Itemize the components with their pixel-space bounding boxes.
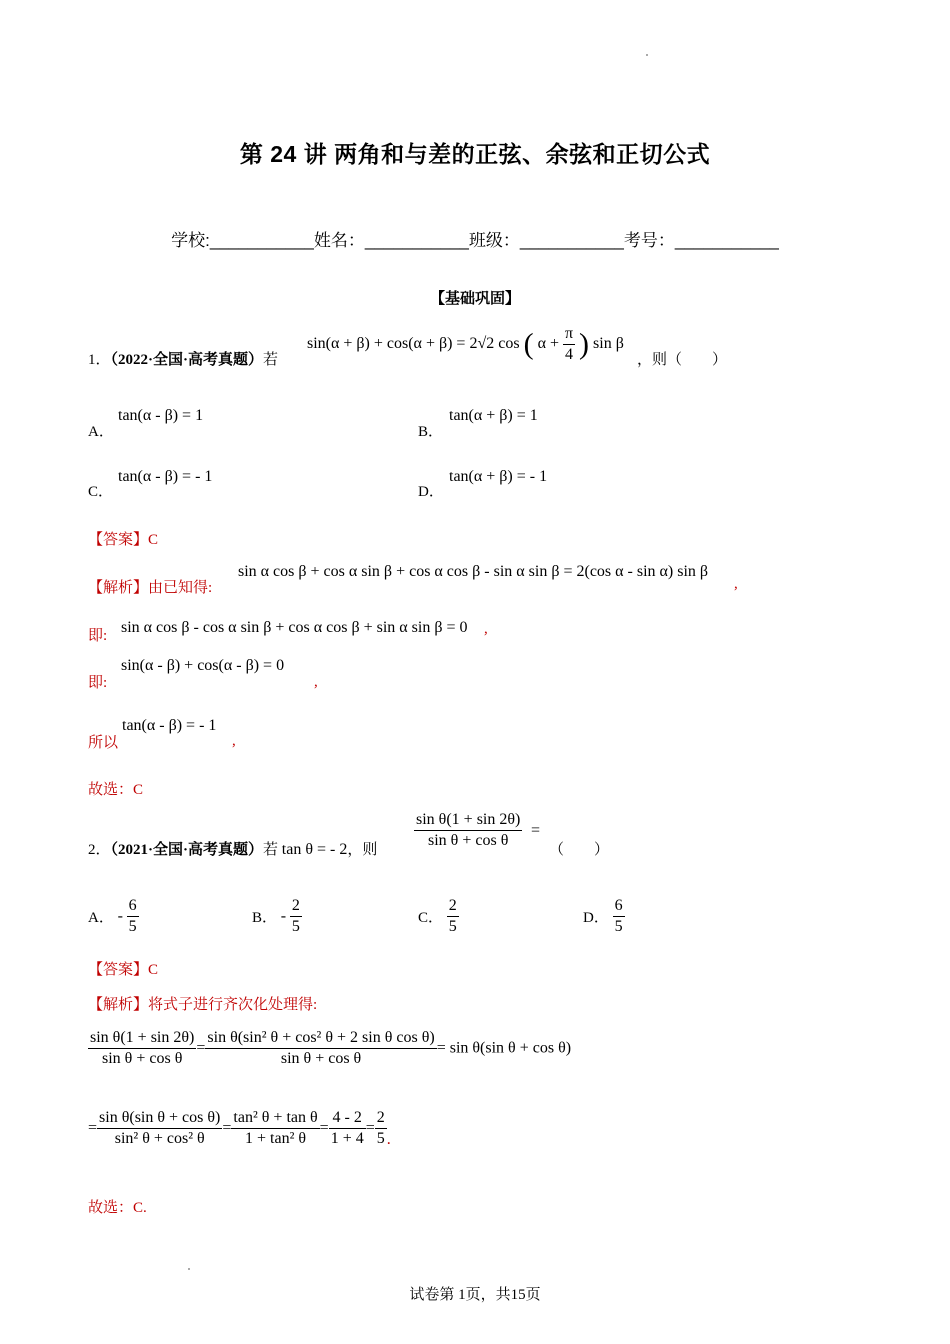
option-den: 5 [614,918,623,935]
deriv-num: sin θ(1 + sin 2θ) [88,1028,196,1049]
q1-step2-label: 即: [88,628,108,644]
q1-step4-eq: tan(α - β) = - 1 [122,717,217,734]
q1-frac-den: 4 [565,346,573,363]
deriv-den: sin θ + cos θ [102,1050,183,1067]
q1-analysis-label: 【解析】由已知得: [88,580,213,596]
q2-number: 2． [88,842,111,858]
q1-option-a [88,420,114,441]
deriv-num: sin θ(sin θ + cos θ) [97,1108,222,1129]
option-label: B． [418,424,444,440]
deriv-den: sin θ + cos θ [280,1050,362,1067]
option-label: A． [88,424,114,440]
option-label: A． [88,910,114,926]
option-den: 5 [291,918,300,935]
option-den: 5 [448,918,457,935]
q2-conclusion: 故选：C. [88,1200,147,1216]
student-info-fields: 学校:___________姓名：___________班级：___________考号：___________ [171,231,779,250]
option-num: 6 [613,896,625,917]
deriv-num: sin θ(sin² θ + cos² θ + 2 sin θ cos θ) [205,1028,436,1049]
q1-formula-paren-left: α + [537,335,559,353]
q2-frac-num: sin θ(1 + sin 2θ) [414,810,522,831]
q2-derivation-line1: $\frac{\text{sin θ(1 + sin 2θ)}}{\text{sin θ + cos θ}}$ = $\frac{\text{sin θ(sin² θ + cos² θ + 2 sin θ cos θ)}}{\text{sin θ + cos θ}}$ = sin θ(sin θ + cos θ) [90,1029,572,1067]
deriv-num: 4 - 2 [329,1108,366,1129]
q2-option-c [418,896,459,937]
option-sign: - [117,907,123,925]
q1-analysis-eq1-end: , [734,576,738,592]
section-heading: 【基础巩固】 [429,290,520,307]
option-den: 5 [128,918,137,935]
q1-formula: sin(α + β) + cos(α + β) = 2√2 cos ( α + $\frac{\pi}{4}$ ) sin β [307,325,624,363]
q1-option-d [418,480,444,501]
q1-answer: 【答案】C [88,532,159,548]
q1-option-d-expr: tan(α + β) = - 1 [449,468,548,485]
q1-analysis-eq1: sin α cos β + cos α sin β + cos α cos β - sin α sin β = 2(cos α - sin α) sin β [238,563,709,580]
option-num: 2 [447,896,459,917]
q2-option-a [88,896,139,937]
q1-step3-eq: sin(α - β) + cos(α - β) = 0 [121,657,285,674]
deriv-den: 5 [376,1130,385,1147]
q2-equals: = [531,822,541,839]
q2-mid: ，则 [347,842,378,858]
deriv-den: sin² θ + cos² θ [114,1130,205,1147]
option-label: B． [252,910,278,926]
q2-option-b [252,896,302,937]
scan-dot [188,1268,190,1270]
q2-answer: 【答案】C [88,962,159,978]
deriv-num: 2 [375,1108,387,1129]
q1-option-a-expr: tan(α - β) = 1 [118,407,204,424]
q1-formula-right: sin β [593,335,624,353]
deriv-den: 1 + tan² θ [245,1130,307,1147]
q1-step4-label: 所以 [88,735,119,751]
deriv-den: 1 + 4 [330,1130,364,1147]
option-label: D． [418,484,444,500]
q1-step2-end: , [484,621,488,637]
q2-prefix: 若 [263,842,279,858]
q1-option-b-expr: tan(α + β) = 1 [449,407,538,424]
q1-source: （2022·全国·高考真题） [110,352,264,368]
q1-conclusion: 故选：C [88,782,144,798]
page-footer: 试卷第 1页，共15页 [409,1287,541,1303]
q2-analysis-label: 【解析】将式子进行齐次化处理得: [88,997,318,1013]
page-title: 第 24 讲 两角和与差的正弦、余弦和正切公式 [239,141,711,167]
option-sign: - [280,907,287,925]
q1-prefix: 若 [263,352,279,368]
q1-suffix: ，则（ ） [637,352,728,368]
q1-step3-end: , [314,674,318,690]
q1-step4-end: , [232,733,236,749]
deriv-num: tan² θ + tan θ [231,1108,319,1129]
q2-frac-den: sin θ + cos θ [428,832,509,849]
q1-option-c [88,480,113,501]
q2-derivation-line2: = $\frac{\text{sin θ(sin θ + cos θ)}}{\text{sin² θ + cos² θ}}$ = $\frac{\text{tan² θ + tan θ}}{\text{1 + tan² θ}}$ = $\frac{4 - 2}{1 + 4}$ = $\frac{2}{5}$ . [88,1109,391,1148]
q1-formula-left: sin(α + β) + cos(α + β) = 2√2 cos [307,335,520,353]
option-label: C． [88,484,114,500]
option-label: C． [418,910,444,926]
q2-source: （2021·全国·高考真题） [110,842,264,858]
q2-option-d [583,896,625,937]
q1-frac-num: π [563,324,575,345]
option-num: 6 [127,896,139,917]
q1-stem [88,348,278,369]
q2-condition: tan θ = - 2 [281,841,348,858]
q2-expression [414,810,522,851]
q1-option-b [418,420,443,441]
q2-stem [88,838,377,859]
deriv-end: . [386,1131,391,1148]
deriv-rhs: = sin θ(sin θ + cos θ) [436,1039,572,1057]
q1-number: 1． [88,352,111,368]
option-num: 2 [290,896,302,917]
option-label: D． [583,910,609,926]
q2-suffix: （ ） [549,842,610,858]
q1-option-c-expr: tan(α - β) = - 1 [118,468,213,485]
q1-step2-eq: sin α cos β - cos α sin β + cos α cos β + sin α sin β = 0 [121,619,468,636]
q1-step3-label: 即: [88,675,108,691]
scan-dot [646,54,648,56]
